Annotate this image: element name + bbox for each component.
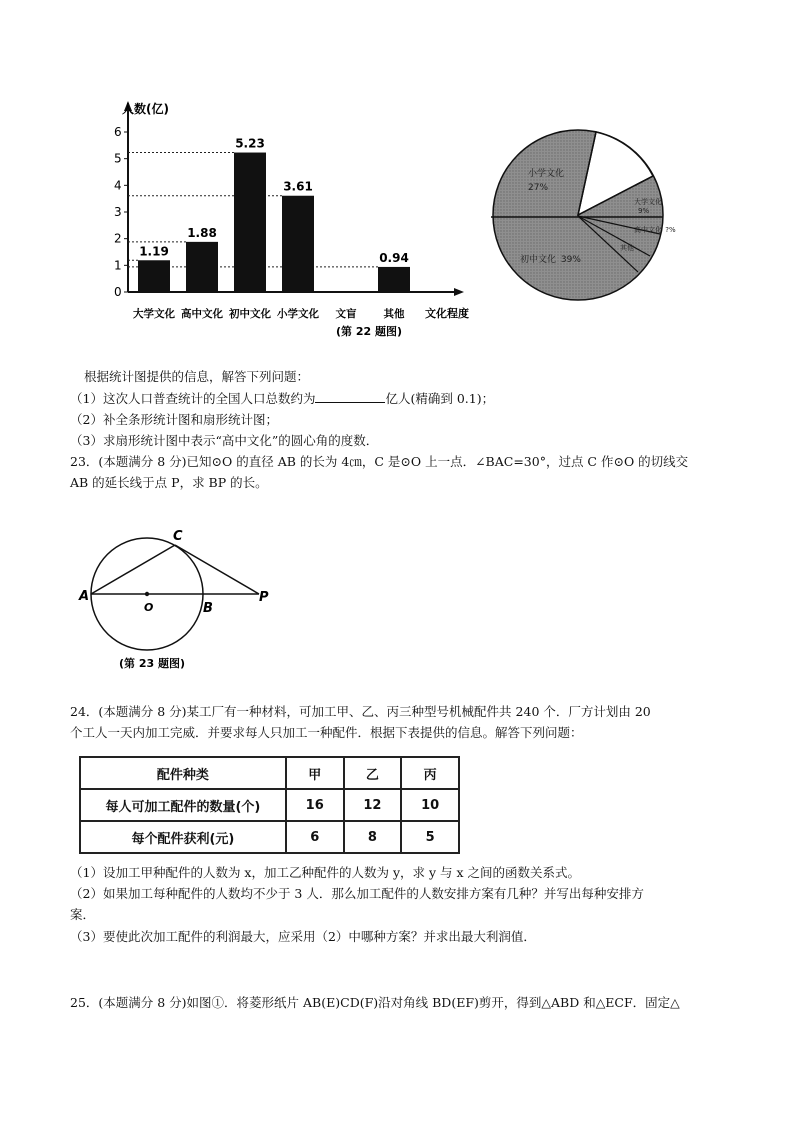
bar-5 bbox=[378, 267, 410, 292]
point-c-label: C bbox=[173, 529, 183, 544]
bar-value-label: 1.88 bbox=[187, 225, 217, 240]
bar-1 bbox=[186, 242, 218, 292]
bar-value-label: 1.19 bbox=[139, 244, 169, 259]
table-cell: 5 bbox=[401, 821, 459, 853]
q22-part1-before: （1）这次人口普查统计的全国人口总数约为 bbox=[70, 391, 316, 406]
q22-part1-after: 亿人(精确到 0.1)； bbox=[385, 391, 495, 406]
pie-chart bbox=[488, 128, 676, 298]
figure-caption: (第 23 题图) bbox=[119, 657, 186, 670]
table-header-cell: 丙 bbox=[401, 757, 459, 789]
table-cell: 6 bbox=[286, 821, 344, 853]
y-tick-label: 6 bbox=[114, 125, 122, 139]
table-header-cell: 配件种类 bbox=[80, 757, 286, 789]
bar-2 bbox=[234, 153, 266, 292]
table-header-row bbox=[80, 757, 459, 789]
pie-label-middle: 初中文化 39% bbox=[520, 255, 581, 265]
category-label: 初中文化 bbox=[229, 308, 271, 320]
q22-intro: 根据统计图提供的信息，解答下列问题： bbox=[84, 369, 310, 384]
table-row bbox=[80, 821, 459, 853]
q24-part3: （3）要使此次加工配件的利润最大，应采用（2）中哪种方案？并求出最大利润值． bbox=[70, 929, 536, 944]
circle-figure bbox=[75, 522, 285, 680]
q22-part3: （3）求扇形统计图中表示“高中文化”的圆心角的度数． bbox=[70, 433, 379, 448]
y-tick-label: 4 bbox=[114, 178, 122, 193]
q24-line1: 24．(本题满分 8 分)某工厂有一种材料，可加工甲、乙、丙三种型号机械配件共 240 个．厂方计划由 20 bbox=[70, 704, 651, 719]
bar-value-label: 5.23 bbox=[235, 136, 265, 151]
bar-value-label: 0.94 bbox=[379, 250, 409, 265]
y-axis-label: 人数(亿) bbox=[122, 102, 169, 116]
y-tick-label: 5 bbox=[114, 151, 122, 166]
table-cell: 12 bbox=[344, 789, 402, 821]
chord-a-c bbox=[91, 545, 175, 594]
table-cell: 16 bbox=[286, 789, 344, 821]
y-tick-label: 1 bbox=[114, 258, 122, 273]
pie-label-primary: 小学文化 27% bbox=[528, 169, 565, 193]
answer-blank bbox=[315, 390, 385, 403]
point-p-label: P bbox=[259, 590, 269, 605]
q24-part2-b: 案． bbox=[70, 907, 96, 922]
y-tick-label: 2 bbox=[114, 231, 122, 246]
q24-part2-a: （2）如果加工每种配件的人数均不少于 3 人．那么加工配件的人数安排方案有几种？并写出每种安排方 bbox=[70, 886, 644, 901]
bar-0 bbox=[138, 260, 170, 292]
table-row bbox=[80, 789, 459, 821]
y-tick-label: 0 bbox=[114, 285, 122, 299]
point-b-label: B bbox=[203, 601, 213, 616]
table-header-cell: 甲 bbox=[286, 757, 344, 789]
x-axis-label: 文化程度 bbox=[425, 307, 469, 320]
q25-line1: 25．(本题满分 8 分)如图①．将菱形纸片 AB(E)CD(F)沿对角线 BD(EF)剪开，得到△ABD 和△ECF．固定△ bbox=[70, 995, 680, 1010]
category-label: 大学文化 bbox=[133, 308, 175, 320]
x-axis-arrow bbox=[454, 288, 464, 296]
table-cell: 10 bbox=[401, 789, 459, 821]
pie-label-other: 其他 bbox=[620, 244, 634, 252]
q24-line2: 个工人一天内加工完威．并要求每人只加工一种配件．根据下表提供的信息。解答下列问题： bbox=[70, 725, 583, 740]
q22-part2: （2）补全条形统计图和扇形统计图； bbox=[70, 412, 278, 427]
category-label: 其他 bbox=[383, 308, 405, 320]
pie-label-high: 高中文化 ?% bbox=[634, 226, 676, 234]
center-point bbox=[145, 592, 149, 596]
point-o-label: O bbox=[144, 601, 154, 614]
chart-caption: (第 22 题图) bbox=[336, 325, 403, 338]
pie-label-college: 大学文化 9% bbox=[634, 198, 662, 215]
point-a-label: A bbox=[79, 589, 90, 604]
tangent-c-p bbox=[175, 545, 259, 594]
q23-line2: AB 的延长线于点 P，求 BP 的长。 bbox=[70, 475, 268, 490]
bar-value-label: 3.61 bbox=[283, 179, 313, 194]
bar-chart bbox=[100, 95, 480, 345]
category-label: 小学文化 bbox=[277, 308, 319, 320]
y-tick-label: 3 bbox=[114, 205, 122, 219]
bar-3 bbox=[282, 196, 314, 292]
table-cell: 每人可加工配件的数量(个) bbox=[80, 789, 286, 821]
table-header-cell: 乙 bbox=[344, 757, 402, 789]
table-cell: 8 bbox=[344, 821, 402, 853]
parts-table bbox=[79, 756, 460, 854]
category-label: 文盲 bbox=[335, 308, 357, 320]
table-cell: 每个配件获利(元) bbox=[80, 821, 286, 853]
category-label: 高中文化 bbox=[181, 308, 223, 320]
q23-line1: 23．(本题满分 8 分)已知⊙O 的直径 AB 的长为 4㎝，C 是⊙O 上一点．∠BAC=30°，过点 C 作⊙O 的切线交 bbox=[70, 454, 689, 469]
q24-part1: （1）设加工甲种配件的人数为 x，加工乙种配件的人数为 y，求 y 与 x 之间的函数关系式。 bbox=[70, 865, 581, 880]
q22-part1 bbox=[70, 390, 494, 408]
